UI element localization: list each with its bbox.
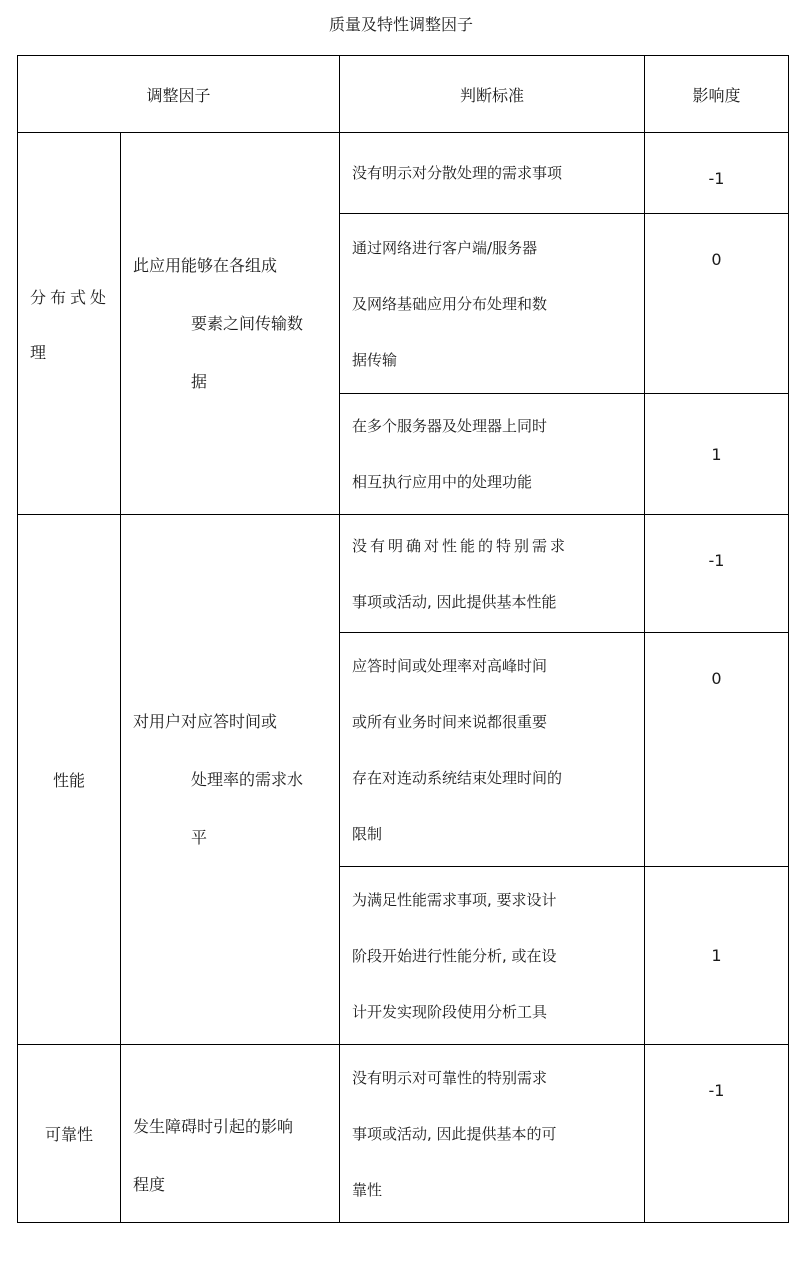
factor-name-reliability	[18, 1045, 121, 1223]
factor-name-distributed	[18, 133, 121, 515]
criteria-cell	[340, 1045, 645, 1223]
criteria-line: 相互执行应用中的处理功能	[352, 473, 533, 491]
criteria-line: 事项或活动, 因此提供基本的可	[352, 1124, 557, 1143]
factor-name-line: 性能	[52, 771, 85, 790]
table-row	[18, 1045, 789, 1223]
criteria-cell	[340, 394, 645, 515]
factor-desc-line: 此应用能够在各组成	[133, 255, 278, 275]
criteria-cell	[340, 133, 645, 214]
header-criteria: 判断标准	[340, 56, 645, 133]
criteria-line: 或所有业务时间来说都很重要	[352, 712, 548, 731]
table-row	[18, 515, 789, 633]
factor-desc-line: 程度	[133, 1175, 166, 1194]
criteria-line: 没有明示对可靠性的特别需求	[352, 1068, 548, 1087]
criteria-cell	[340, 214, 645, 394]
factor-desc-performance	[121, 515, 340, 1045]
impact-cell: -1	[645, 515, 789, 633]
table-row	[18, 133, 789, 214]
factor-desc-line: 处理率的需求水	[191, 769, 304, 789]
criteria-line: 没有明确对性能的特别需求	[352, 536, 569, 555]
criteria-line: 没有明示对分散处理的需求事项	[352, 164, 563, 182]
factor-desc-line: 平	[191, 827, 208, 847]
factor-name-line: 分布式处	[30, 287, 111, 307]
criteria-line: 存在对连动系统结束处理时间的	[352, 768, 563, 787]
criteria-line: 据传输	[352, 350, 398, 369]
factor-desc-reliability	[121, 1045, 340, 1223]
criteria-line: 计开发实现阶段使用分析工具	[352, 1002, 548, 1021]
factor-desc-line: 据	[191, 371, 208, 391]
criteria-line: 限制	[352, 824, 383, 843]
criteria-cell	[340, 515, 645, 633]
page-title: 质量及特性调整因子	[328, 15, 473, 34]
criteria-line: 阶段开始进行性能分析, 或在设	[352, 946, 557, 965]
header-factor: 调整因子	[18, 56, 340, 133]
adjustment-factor-table	[17, 55, 789, 1223]
criteria-line: 靠性	[352, 1180, 383, 1199]
factor-name-line: 理	[30, 342, 51, 362]
criteria-line: 为满足性能需求事项, 要求设计	[352, 890, 557, 909]
criteria-line: 通过网络进行客户端/服务器	[352, 238, 538, 257]
impact-cell: 0	[645, 633, 789, 867]
impact-cell: -1	[645, 133, 789, 214]
criteria-line: 应答时间或处理率对高峰时间	[352, 656, 548, 675]
criteria-line: 事项或活动, 因此提供基本性能	[352, 592, 557, 611]
impact-cell: 1	[645, 394, 789, 515]
table-header-row	[18, 56, 789, 133]
criteria-cell	[340, 867, 645, 1045]
header-impact: 影响度	[645, 56, 789, 133]
impact-cell: 1	[645, 867, 789, 1045]
impact-cell: -1	[645, 1045, 789, 1223]
factor-desc-distributed	[121, 133, 340, 515]
criteria-line: 及网络基础应用分布处理和数	[352, 294, 548, 313]
factor-name-performance	[18, 515, 121, 1045]
factor-desc-line: 发生障碍时引起的影响	[133, 1117, 294, 1136]
criteria-line: 在多个服务器及处理器上同时	[352, 417, 548, 435]
factor-desc-line: 要素之间传输数	[191, 313, 304, 333]
factor-name-line: 可靠性	[44, 1125, 93, 1144]
criteria-cell	[340, 633, 645, 867]
impact-cell: 0	[645, 214, 789, 394]
factor-desc-line: 对用户对应答时间或	[133, 711, 278, 731]
